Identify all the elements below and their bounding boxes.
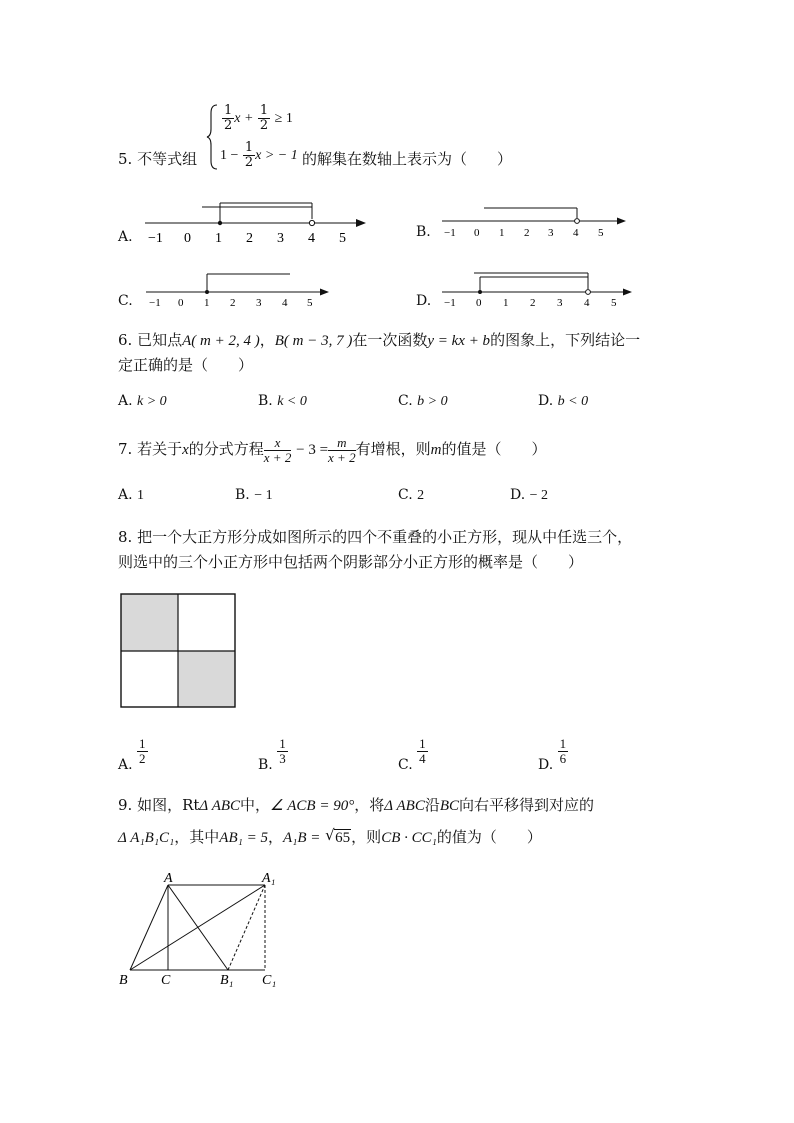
numberline-a: [140, 195, 370, 255]
q8-line2: 则选中的三个小正方形中包括两个阴影部分小正方形的概率是（ ）: [118, 553, 584, 571]
q5-stem-after: 的解集在数轴上表示为（ ）: [302, 150, 513, 168]
tick-label: −1: [148, 231, 163, 246]
system-brace: [206, 103, 220, 171]
label-b: B: [119, 973, 128, 988]
label-c: C: [161, 973, 171, 988]
tick-label: 5: [598, 227, 604, 239]
tick-label: 1: [215, 231, 222, 246]
tick-label: −1: [444, 227, 456, 239]
label-c1: C₁: [262, 973, 277, 988]
shaded-square-top-left: [121, 594, 178, 651]
q6-option-c[interactable]: C. b > 0: [398, 393, 448, 409]
q6-line2: 定正确的是（ ）: [118, 356, 254, 374]
numberline-d: [438, 266, 638, 314]
q7-stem: 7. 若关于x的分式方程 $\frac{x}{x + 2}$ − 3 = $\frac{m}{x + 2}$ 有增根，则m的值是（ ）: [118, 435, 547, 465]
q5-option-a[interactable]: A.: [118, 229, 133, 245]
tick-label: 5: [611, 297, 617, 309]
tick-label: 0: [184, 231, 191, 246]
shaded-square-bottom-right: [178, 651, 235, 707]
label-b1: B₁: [220, 973, 234, 988]
q8-option-c[interactable]: C. $\frac{1}{4}$: [398, 736, 426, 774]
tick-label: 2: [246, 231, 253, 246]
q6-line1: 6. 已知点A( m + 2, 4 )，B( m − 3, 7 )在一次函数y = kx + b的图象上，下列结论一: [118, 331, 641, 349]
tick-label: 5: [307, 297, 313, 309]
tick-label: −1: [444, 297, 456, 309]
tick-label: −1: [149, 297, 161, 309]
q7-option-d[interactable]: D. − 2: [510, 487, 549, 503]
tick-label: 2: [530, 297, 536, 309]
label-a: A: [164, 871, 173, 886]
q8-line1: 8. 把一个大正方形分成如图所示的四个不重叠的小正方形，现从中任选三个，: [118, 528, 633, 546]
four-squares-figure: [120, 593, 238, 709]
q9-line2: Δ A₁B₁C₁，其中AB₁ = 5，A₁B = √ 65，则CB · CC₁的值为（ ）: [118, 826, 542, 846]
translation-figure: [112, 870, 292, 995]
tick-label: 1: [499, 227, 505, 239]
tick-label: 0: [476, 297, 482, 309]
q9-line1: 9. 如图，RtΔ ABC中，∠ ACB = 90°，将Δ ABC沿BC向右平移得到对应的: [118, 796, 595, 814]
q7-option-c[interactable]: C. 2: [398, 487, 425, 503]
label-a1: A₁: [262, 871, 276, 886]
q6-option-a[interactable]: A. k > 0: [118, 393, 167, 409]
sqrt: √ 65: [325, 826, 351, 846]
q5-option-d[interactable]: D.: [416, 293, 432, 309]
q8-option-d[interactable]: D. $\frac{1}{6}$: [538, 736, 567, 774]
numberline-c: [142, 268, 337, 313]
tick-label: 3: [557, 297, 563, 309]
q7-option-b[interactable]: B. − 1: [235, 487, 273, 503]
q6-option-d[interactable]: D. b < 0: [538, 393, 589, 409]
q6-option-b[interactable]: B. k < 0: [258, 393, 307, 409]
q7-option-a[interactable]: A. 1: [118, 487, 145, 503]
tick-label: 3: [256, 297, 262, 309]
tick-label: 4: [308, 231, 315, 246]
numberline-b: [438, 200, 633, 245]
q5-option-c[interactable]: C.: [118, 293, 133, 309]
tick-label: 2: [524, 227, 530, 239]
q8-option-b[interactable]: B. $\frac{1}{3}$: [258, 736, 286, 774]
tick-label: 1: [503, 297, 509, 309]
q5-option-b[interactable]: B.: [416, 224, 431, 240]
q5-ineq1: $\frac{1}{2}$ x + $\frac{1}{2}$ ≥ 1: [224, 103, 293, 133]
numberline-a-labels: [148, 231, 346, 246]
tick-label: 0: [178, 297, 184, 309]
tick-label: 3: [277, 231, 284, 246]
tick-label: 5: [339, 231, 346, 246]
tick-label: 0: [474, 227, 480, 239]
tick-label: 2: [230, 297, 236, 309]
q8-option-a[interactable]: A. $\frac{1}{2}$: [118, 736, 146, 774]
q5-ineq2: 1 − $\frac{1}{2}$ x > − 1: [220, 140, 298, 170]
tick-label: 4: [584, 297, 590, 309]
tick-label: 4: [573, 227, 579, 239]
q5-stem: 5. 不等式组: [118, 150, 198, 168]
tick-label: 4: [282, 297, 288, 309]
tick-label: 1: [204, 297, 210, 309]
tick-label: 3: [548, 227, 554, 239]
